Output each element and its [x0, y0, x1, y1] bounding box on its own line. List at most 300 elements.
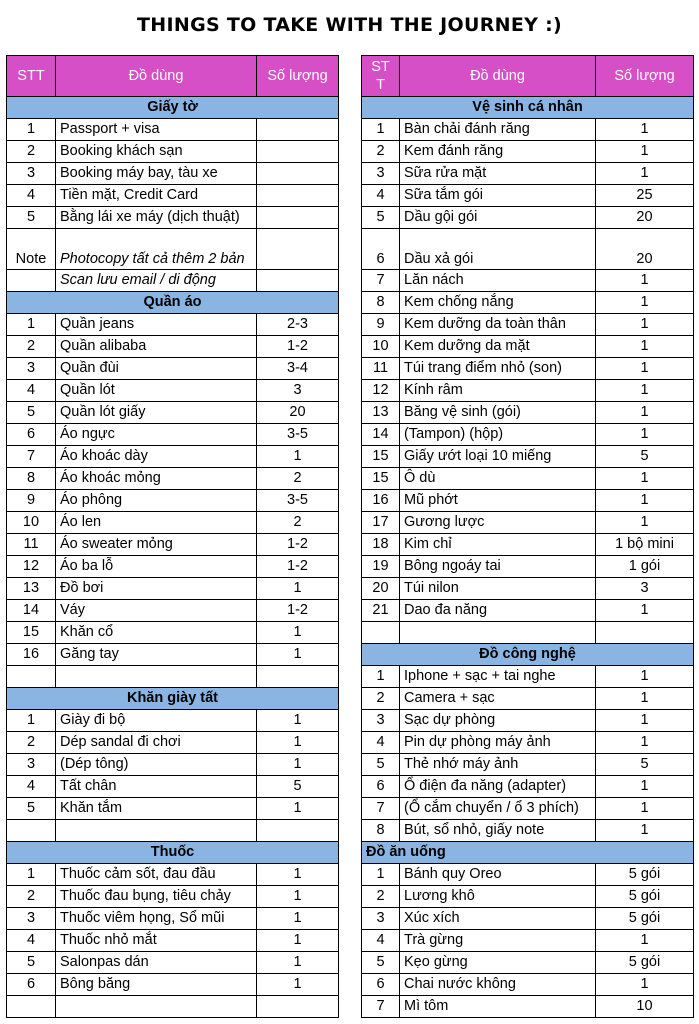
- quantity-cell: 1: [257, 622, 339, 644]
- item-name-cell: Iphone + sạc + tai nghe: [400, 666, 596, 688]
- table-row: [362, 820, 694, 842]
- row-number-cell: 4: [7, 380, 56, 402]
- row-number-cell: 1: [7, 314, 56, 336]
- item-name-cell: Gương lược: [400, 512, 596, 534]
- table-row: [7, 229, 339, 270]
- row-number-cell: 13: [7, 578, 56, 600]
- header-item: Đồ dùng: [400, 56, 596, 97]
- table-row: [7, 207, 339, 229]
- table-row: [7, 908, 339, 930]
- quantity-cell: 1: [596, 163, 694, 185]
- quantity-cell: 1-2: [257, 534, 339, 556]
- row-number-cell: 6: [362, 974, 400, 996]
- row-number-cell: 15: [362, 446, 400, 468]
- section-title: Đồ công nghệ: [362, 644, 694, 666]
- row-number-cell: 6: [7, 974, 56, 996]
- section-header-row: [7, 97, 339, 119]
- quantity-cell: 3: [257, 380, 339, 402]
- table-row: [362, 336, 694, 358]
- item-name-cell: Thuốc nhỏ mắt: [56, 930, 257, 952]
- quantity-cell: 5: [596, 446, 694, 468]
- quantity-cell: 1: [596, 314, 694, 336]
- item-name-cell: Băng vệ sinh (gói): [400, 402, 596, 424]
- item-name-cell: Kẹo gừng: [400, 952, 596, 974]
- row-number-cell: 7: [362, 996, 400, 1018]
- item-name-cell: Tất chân: [56, 776, 257, 798]
- table-row: [7, 556, 339, 578]
- row-number-cell: 12: [362, 380, 400, 402]
- table-row: [362, 185, 694, 207]
- row-number-cell: [7, 666, 56, 688]
- table-row: [362, 798, 694, 820]
- row-number-cell: 16: [7, 644, 56, 666]
- item-name-cell: Áo ngực: [56, 424, 257, 446]
- row-number-cell: 19: [362, 556, 400, 578]
- header-item: Đồ dùng: [56, 56, 257, 97]
- row-number-cell: 13: [362, 402, 400, 424]
- item-name-cell: Sữa rửa mặt: [400, 163, 596, 185]
- row-number-cell: 5: [7, 798, 56, 820]
- item-name-cell: Ô dù: [400, 468, 596, 490]
- section-title: Thuốc: [7, 842, 339, 864]
- table-row: [362, 996, 694, 1018]
- row-number-cell: 7: [362, 798, 400, 820]
- quantity-cell: [257, 207, 339, 229]
- table-row: [7, 754, 339, 776]
- section-header-row: [7, 688, 339, 710]
- quantity-cell: 1: [257, 930, 339, 952]
- item-name-cell: Sữa tắm gói: [400, 185, 596, 207]
- table-row: [362, 163, 694, 185]
- item-name-cell: Quần đùi: [56, 358, 257, 380]
- row-number-cell: 1: [362, 666, 400, 688]
- row-number-cell: 5: [7, 952, 56, 974]
- row-number-cell: 18: [362, 534, 400, 556]
- item-name-cell: Thuốc viêm họng, Sổ mũi: [56, 908, 257, 930]
- table-row: [7, 446, 339, 468]
- table-row: [7, 534, 339, 556]
- table-row: [362, 141, 694, 163]
- item-name-cell: Booking khách sạn: [56, 141, 257, 163]
- row-number-cell: 1: [7, 119, 56, 141]
- row-number-cell: 1: [362, 864, 400, 886]
- row-number-cell: 2: [362, 688, 400, 710]
- table-row: [7, 996, 339, 1018]
- item-name-cell: Quần lót: [56, 380, 257, 402]
- table-row: [7, 798, 339, 820]
- quantity-cell: 1: [257, 710, 339, 732]
- quantity-cell: 1: [257, 952, 339, 974]
- quantity-cell: 3-4: [257, 358, 339, 380]
- quantity-cell: [257, 119, 339, 141]
- row-number-cell: 2: [7, 886, 56, 908]
- row-number-cell: 1: [7, 710, 56, 732]
- table-row: [7, 600, 339, 622]
- section-header-row: [362, 644, 694, 666]
- quantity-cell: 1: [257, 886, 339, 908]
- table-row: [362, 490, 694, 512]
- quantity-cell: 2-3: [257, 314, 339, 336]
- quantity-cell: 5: [596, 754, 694, 776]
- item-name-cell: Áo phông: [56, 490, 257, 512]
- table-row: [7, 622, 339, 644]
- table-row: [362, 229, 694, 270]
- quantity-cell: 5 gói: [596, 886, 694, 908]
- table-row: [362, 886, 694, 908]
- table-row: [362, 600, 694, 622]
- quantity-cell: 5 gói: [596, 952, 694, 974]
- row-number-cell: 2: [7, 336, 56, 358]
- table-row: [7, 820, 339, 842]
- quantity-cell: 1: [596, 974, 694, 996]
- row-number-cell: 4: [362, 930, 400, 952]
- quantity-cell: 1 gói: [596, 556, 694, 578]
- item-name-cell: Kem dưỡng da mặt: [400, 336, 596, 358]
- quantity-cell: 1-2: [257, 336, 339, 358]
- item-name-cell: Túi nilon: [400, 578, 596, 600]
- table-row: [362, 930, 694, 952]
- item-name-cell: Photocopy tất cả thêm 2 bản: [56, 229, 257, 270]
- quantity-cell: 1: [596, 270, 694, 292]
- item-name-cell: Đồ bơi: [56, 578, 257, 600]
- table-header-row: [362, 56, 694, 97]
- table-row: [7, 424, 339, 446]
- table-row: [7, 468, 339, 490]
- item-name-cell: Pin dự phòng máy ảnh: [400, 732, 596, 754]
- row-number-cell: 3: [7, 358, 56, 380]
- item-name-cell: Áo sweater mỏng: [56, 534, 257, 556]
- quantity-cell: [257, 185, 339, 207]
- quantity-cell: 1: [596, 380, 694, 402]
- item-name-cell: Thuốc đau bụng, tiêu chảy: [56, 886, 257, 908]
- item-name-cell: Bút, sổ nhỏ, giấy note: [400, 820, 596, 842]
- row-number-cell: 14: [362, 424, 400, 446]
- item-name-cell: Trà gừng: [400, 930, 596, 952]
- row-number-cell: 5: [362, 207, 400, 229]
- header-stt: ST T: [362, 56, 400, 97]
- item-name-cell: Áo khoác mỏng: [56, 468, 257, 490]
- quantity-cell: 1: [596, 798, 694, 820]
- row-number-cell: 9: [7, 490, 56, 512]
- row-number-cell: 8: [362, 292, 400, 314]
- quantity-cell: 3: [596, 578, 694, 600]
- quantity-cell: 1: [596, 688, 694, 710]
- quantity-cell: 1-2: [257, 600, 339, 622]
- table-row: [362, 732, 694, 754]
- row-number-cell: [362, 622, 400, 644]
- quantity-cell: 20: [257, 402, 339, 424]
- quantity-cell: 1: [257, 446, 339, 468]
- table-row: [7, 185, 339, 207]
- quantity-cell: [257, 666, 339, 688]
- table-row: [7, 952, 339, 974]
- row-number-cell: 1: [7, 864, 56, 886]
- item-name-cell: [56, 996, 257, 1018]
- row-number-cell: 10: [362, 336, 400, 358]
- table-row: [7, 864, 339, 886]
- item-name-cell: Giấy ướt loại 10 miếng: [400, 446, 596, 468]
- row-number-cell: 15: [7, 622, 56, 644]
- table-row: [7, 163, 339, 185]
- row-number-cell: 15: [362, 468, 400, 490]
- quantity-cell: 1: [596, 600, 694, 622]
- row-number-cell: 14: [7, 600, 56, 622]
- table-row: [362, 446, 694, 468]
- quantity-cell: 2: [257, 512, 339, 534]
- row-number-cell: 6: [362, 776, 400, 798]
- row-number-cell: 3: [7, 163, 56, 185]
- quantity-cell: 1: [257, 732, 339, 754]
- item-name-cell: Camera + sạc: [400, 688, 596, 710]
- quantity-cell: 1: [596, 732, 694, 754]
- quantity-cell: 20: [596, 229, 694, 270]
- item-name-cell: Lăn nách: [400, 270, 596, 292]
- row-number-cell: 9: [362, 314, 400, 336]
- quantity-cell: 5: [257, 776, 339, 798]
- quantity-cell: 1: [257, 578, 339, 600]
- item-name-cell: Quần jeans: [56, 314, 257, 336]
- item-name-cell: Quần alibaba: [56, 336, 257, 358]
- table-header-row: [7, 56, 339, 97]
- table-row: [362, 974, 694, 996]
- row-number-cell: 4: [7, 185, 56, 207]
- section-header-row: [7, 842, 339, 864]
- item-name-cell: Thẻ nhớ máy ảnh: [400, 754, 596, 776]
- quantity-cell: 1: [596, 776, 694, 798]
- table-row: [7, 490, 339, 512]
- item-name-cell: Bánh quy Oreo: [400, 864, 596, 886]
- item-name-cell: [400, 622, 596, 644]
- quantity-cell: [257, 163, 339, 185]
- item-name-cell: Kem đánh răng: [400, 141, 596, 163]
- item-name-cell: Salonpas dán: [56, 952, 257, 974]
- row-number-cell: 3: [362, 710, 400, 732]
- quantity-cell: 1: [596, 119, 694, 141]
- item-name-cell: (Dép tông): [56, 754, 257, 776]
- item-name-cell: Passport + visa: [56, 119, 257, 141]
- row-number-cell: 3: [7, 908, 56, 930]
- quantity-cell: 1: [257, 908, 339, 930]
- table-row: [7, 119, 339, 141]
- table-row: [362, 314, 694, 336]
- row-number-cell: 21: [362, 600, 400, 622]
- table-row: [7, 380, 339, 402]
- row-number-cell: 8: [362, 820, 400, 842]
- quantity-cell: 3-5: [257, 424, 339, 446]
- table-row: [362, 776, 694, 798]
- right-checklist-table: [361, 55, 694, 1018]
- row-number-cell: 2: [362, 886, 400, 908]
- left-checklist-table: [6, 55, 339, 1018]
- quantity-cell: 1: [596, 141, 694, 163]
- section-header-row: [7, 292, 339, 314]
- quantity-cell: [257, 820, 339, 842]
- item-name-cell: Khăn cổ: [56, 622, 257, 644]
- quantity-cell: 1: [596, 424, 694, 446]
- table-row: [7, 336, 339, 358]
- item-name-cell: Bằng lái xe máy (dịch thuật): [56, 207, 257, 229]
- table-row: [362, 512, 694, 534]
- item-name-cell: Áo len: [56, 512, 257, 534]
- table-row: [362, 908, 694, 930]
- quantity-cell: 1: [596, 490, 694, 512]
- row-number-cell: 17: [362, 512, 400, 534]
- item-name-cell: Bông ngoáy tai: [400, 556, 596, 578]
- item-name-cell: Tiền mặt, Credit Card: [56, 185, 257, 207]
- table-row: [7, 141, 339, 163]
- quantity-cell: 10: [596, 996, 694, 1018]
- table-row: [7, 974, 339, 996]
- item-name-cell: Kim chỉ: [400, 534, 596, 556]
- table-row: [362, 270, 694, 292]
- row-number-cell: 5: [362, 754, 400, 776]
- row-number-cell: 2: [7, 141, 56, 163]
- section-header-row: [362, 842, 694, 864]
- quantity-cell: 1: [596, 402, 694, 424]
- page-title: THINGS TO TAKE WITH THE JOURNEY :): [137, 14, 562, 36]
- table-row: [362, 358, 694, 380]
- table-row: [362, 864, 694, 886]
- table-row: [7, 666, 339, 688]
- item-name-cell: Quần lót giấy: [56, 402, 257, 424]
- item-name-cell: Mũ phớt: [400, 490, 596, 512]
- item-name-cell: Kem chống nắng: [400, 292, 596, 314]
- row-number-cell: 20: [362, 578, 400, 600]
- item-name-cell: Bông băng: [56, 974, 257, 996]
- quantity-cell: 1: [596, 358, 694, 380]
- table-row: [362, 119, 694, 141]
- quantity-cell: 20: [596, 207, 694, 229]
- table-row: [362, 666, 694, 688]
- row-number-cell: 6: [362, 229, 400, 270]
- quantity-cell: 1: [257, 754, 339, 776]
- quantity-cell: 1: [596, 336, 694, 358]
- quantity-cell: 2: [257, 468, 339, 490]
- item-name-cell: Kem dưỡng da toàn thân: [400, 314, 596, 336]
- row-number-cell: 5: [7, 207, 56, 229]
- item-name-cell: [56, 820, 257, 842]
- item-name-cell: (Ổ cắm chuyển / ổ 3 phích): [400, 798, 596, 820]
- row-number-cell: [7, 996, 56, 1018]
- section-title: Giấy tờ: [7, 97, 339, 119]
- item-name-cell: Kính râm: [400, 380, 596, 402]
- table-row: [362, 534, 694, 556]
- row-number-cell: 16: [362, 490, 400, 512]
- table-row: [362, 424, 694, 446]
- table-row: [7, 314, 339, 336]
- table-row: [362, 754, 694, 776]
- row-number-cell: 5: [7, 402, 56, 424]
- quantity-cell: 1: [257, 798, 339, 820]
- table-row: [362, 468, 694, 490]
- row-number-cell: 4: [7, 776, 56, 798]
- table-row: [362, 207, 694, 229]
- row-number-cell: 11: [362, 358, 400, 380]
- table-row: [7, 270, 339, 292]
- table-row: [362, 402, 694, 424]
- table-row: [362, 578, 694, 600]
- item-name-cell: Bàn chải đánh răng: [400, 119, 596, 141]
- quantity-cell: 1: [596, 292, 694, 314]
- item-name-cell: Túi trang điểm nhỏ (son): [400, 358, 596, 380]
- row-number-cell: 11: [7, 534, 56, 556]
- quantity-cell: [257, 141, 339, 163]
- header-quantity: Số lượng: [257, 56, 339, 97]
- item-name-cell: Dầu xả gói: [400, 229, 596, 270]
- table-row: [7, 578, 339, 600]
- quantity-cell: 1: [596, 512, 694, 534]
- row-number-cell: 2: [7, 732, 56, 754]
- item-name-cell: Ổ điện đa năng (adapter): [400, 776, 596, 798]
- quantity-cell: [257, 996, 339, 1018]
- quantity-cell: 1: [257, 644, 339, 666]
- row-number-cell: 2: [362, 141, 400, 163]
- item-name-cell: Lương khô: [400, 886, 596, 908]
- item-name-cell: Thuốc cảm sốt, đau đầu: [56, 864, 257, 886]
- item-name-cell: Sạc dự phòng: [400, 710, 596, 732]
- item-name-cell: Dép sandal đi chơi: [56, 732, 257, 754]
- quantity-cell: 5 gói: [596, 864, 694, 886]
- item-name-cell: Dầu gội gói: [400, 207, 596, 229]
- item-name-cell: Scan lưu email / di động: [56, 270, 257, 292]
- section-title: Vệ sinh cá nhân: [362, 97, 694, 119]
- item-name-cell: Găng tay: [56, 644, 257, 666]
- quantity-cell: 5 gói: [596, 908, 694, 930]
- table-row: [7, 644, 339, 666]
- quantity-cell: 1: [257, 974, 339, 996]
- quantity-cell: 25: [596, 185, 694, 207]
- row-number-cell: [7, 820, 56, 842]
- item-name-cell: [56, 666, 257, 688]
- row-number-cell: 3: [362, 908, 400, 930]
- header-stt: STT: [7, 56, 56, 97]
- quantity-cell: 1: [596, 710, 694, 732]
- table-row: [7, 512, 339, 534]
- row-number-cell: 4: [362, 732, 400, 754]
- table-row: [7, 732, 339, 754]
- row-number-cell: 3: [7, 754, 56, 776]
- item-name-cell: (Tampon) (hộp): [400, 424, 596, 446]
- table-row: [7, 402, 339, 424]
- row-number-cell: 6: [7, 424, 56, 446]
- table-row: [7, 358, 339, 380]
- row-number-cell: 4: [7, 930, 56, 952]
- row-number-cell: 4: [362, 185, 400, 207]
- item-name-cell: Chai nước không: [400, 974, 596, 996]
- table-row: [7, 930, 339, 952]
- table-row: [7, 776, 339, 798]
- quantity-cell: 1: [596, 666, 694, 688]
- section-header-row: [362, 97, 694, 119]
- row-number-cell: 1: [362, 119, 400, 141]
- row-number-cell: 8: [7, 468, 56, 490]
- row-number-cell: 12: [7, 556, 56, 578]
- row-number-cell: [7, 270, 56, 292]
- quantity-cell: [596, 622, 694, 644]
- item-name-cell: Mì tôm: [400, 996, 596, 1018]
- table-row: [362, 710, 694, 732]
- row-number-cell: 7: [362, 270, 400, 292]
- item-name-cell: Khăn tắm: [56, 798, 257, 820]
- quantity-cell: 1-2: [257, 556, 339, 578]
- item-name-cell: Váy: [56, 600, 257, 622]
- item-name-cell: Dao đa năng: [400, 600, 596, 622]
- table-row: [362, 952, 694, 974]
- item-name-cell: Booking máy bay, tàu xe: [56, 163, 257, 185]
- table-row: [362, 292, 694, 314]
- table-row: [7, 886, 339, 908]
- quantity-cell: 1: [596, 468, 694, 490]
